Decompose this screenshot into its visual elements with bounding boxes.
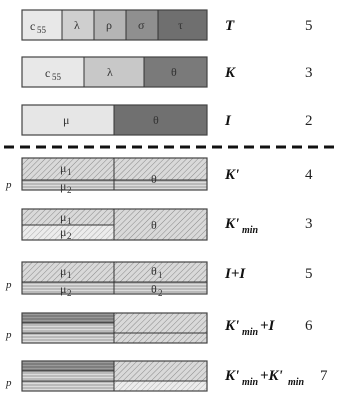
cell-sub: 2 bbox=[67, 288, 72, 298]
cell-label: θ bbox=[151, 172, 157, 186]
cell-label: c bbox=[30, 19, 36, 33]
row-count: 6 bbox=[305, 318, 313, 334]
row-count: 2 bbox=[305, 113, 313, 129]
row-label: K bbox=[225, 65, 236, 81]
cell-sub: 1 bbox=[67, 270, 72, 280]
row-label-sub: min bbox=[242, 225, 259, 236]
p-label: p bbox=[6, 179, 12, 191]
row-label-sub2: min bbox=[288, 377, 305, 388]
cell-label: μ bbox=[60, 179, 67, 193]
row-count: 3 bbox=[305, 216, 313, 232]
row-label: T bbox=[225, 18, 235, 34]
row-count: 7 bbox=[320, 368, 328, 384]
cell-label: θ bbox=[171, 65, 177, 79]
row-label-sub: min bbox=[242, 377, 259, 388]
row-label: K' bbox=[225, 318, 240, 334]
cell-label: μ bbox=[60, 210, 67, 224]
row-I bbox=[22, 105, 313, 135]
p-label: p bbox=[6, 279, 12, 291]
row-label: I+I bbox=[225, 266, 246, 282]
row-K-prime-min bbox=[22, 209, 313, 241]
p-label: p bbox=[6, 329, 12, 341]
cell-label: θ bbox=[151, 282, 157, 296]
row-count: 5 bbox=[305, 266, 313, 282]
cell-label: ρ bbox=[106, 18, 112, 32]
row-label: K' bbox=[225, 216, 240, 232]
row-K-prime-min-plus-K-prime-min bbox=[5, 361, 328, 391]
cell-label: λ bbox=[74, 18, 80, 32]
cell-label: θ bbox=[153, 113, 159, 127]
row-label: I bbox=[225, 113, 231, 129]
p-label: p bbox=[6, 377, 12, 389]
row-K bbox=[22, 57, 313, 87]
cell-label: μ bbox=[60, 225, 67, 239]
row-I-plus-I bbox=[5, 262, 313, 298]
row-label-sub: min bbox=[242, 327, 259, 338]
cell-label: c bbox=[45, 66, 51, 80]
cell-label: θ bbox=[151, 218, 157, 232]
row-K-prime-min-plus-I bbox=[5, 313, 313, 343]
row-label-tail: +I bbox=[260, 318, 275, 334]
row-count: 4 bbox=[305, 167, 313, 183]
row-label: K' bbox=[225, 167, 240, 183]
cell-label: σ bbox=[138, 18, 145, 32]
cell-sub: 55 bbox=[52, 72, 61, 82]
cell-label: μ bbox=[60, 161, 67, 175]
cell-sub: 1 bbox=[67, 167, 72, 177]
cell-label: λ bbox=[107, 65, 113, 79]
cell-sub: 55 bbox=[37, 25, 46, 35]
cell-theta bbox=[114, 105, 207, 135]
row-label: K' bbox=[225, 368, 240, 384]
row-K-prime bbox=[5, 158, 313, 195]
row-count: 5 bbox=[305, 18, 313, 34]
cell-sub: 1 bbox=[67, 216, 72, 226]
cell-label: τ bbox=[178, 18, 183, 32]
cell-sub: 2 bbox=[67, 185, 72, 195]
cell-sub: 2 bbox=[67, 231, 72, 241]
cell-label: μ bbox=[60, 282, 67, 296]
cell-sub: 1 bbox=[158, 270, 163, 280]
row-count: 3 bbox=[305, 65, 313, 81]
row-label-tail: +K' bbox=[260, 368, 283, 384]
cell-label: μ bbox=[63, 113, 70, 127]
cell-label: θ bbox=[151, 264, 157, 278]
cell-sub: 2 bbox=[158, 288, 163, 298]
row-T bbox=[22, 10, 313, 40]
cell-lambda bbox=[84, 57, 144, 87]
cell-label: μ bbox=[60, 264, 67, 278]
